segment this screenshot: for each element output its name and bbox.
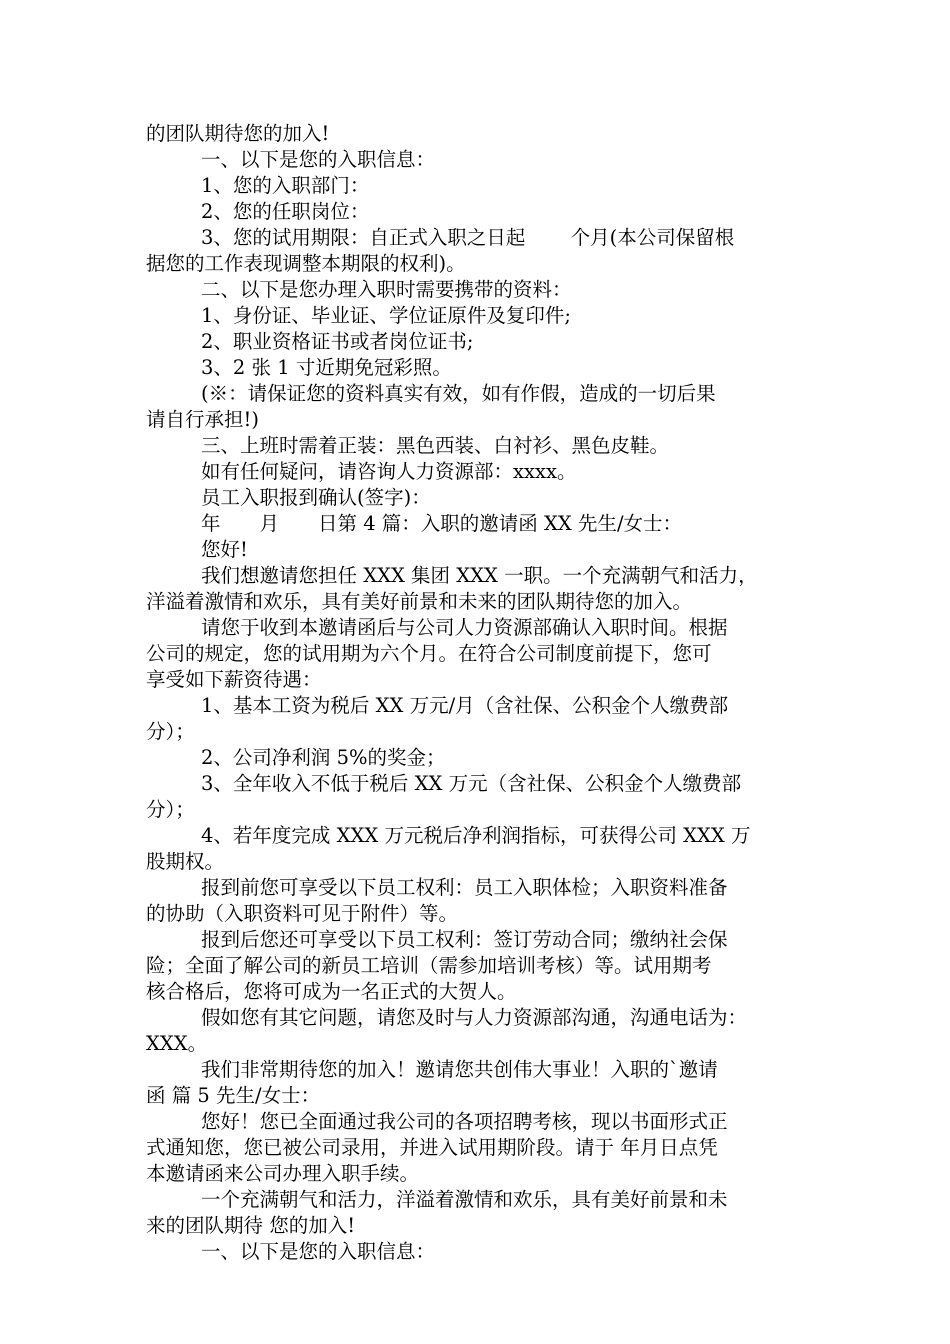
text-line: 请您于收到本邀请函后与公司人力资源部确认入职时间。根据 xyxy=(201,616,728,639)
text-line: 年 月 日第 4 篇：入职的邀请函 XX 先生/女士： xyxy=(201,512,683,535)
document-body xyxy=(146,121,811,1265)
text-line: 的协助（入职资料可见于附件）等。 xyxy=(146,902,459,925)
text-line: 2、公司净利润 5%的奖金； xyxy=(201,746,446,769)
text-line: 分）； xyxy=(146,720,195,743)
text-line: 请自行承担!) xyxy=(146,408,259,431)
text-line: 您好! xyxy=(201,538,248,561)
text-line: 式通知您，您已被公司录用，并进入试用期阶段。请于 年月日点凭 xyxy=(146,1136,718,1159)
text-line: 股期权。 xyxy=(146,850,225,873)
text-line: 来的团队期待 您的加入! xyxy=(146,1214,356,1237)
text-line: 的团队期待您的加入! xyxy=(146,122,330,145)
text-line: 4、若年度完成 XXX 万元税后净利润指标，可获得公司 XXX 万 xyxy=(201,824,751,847)
text-line: 报到前您可享受以下员工权利：员工入职体检；入职资料准备 xyxy=(201,876,728,899)
text-line: 函 篇 5 先生/女士： xyxy=(146,1084,321,1107)
text-line: 2、职业资格证书或者岗位证书; xyxy=(201,330,474,353)
text-line: 您好！您已全面通过我公司的各项招聘考核，现以书面形式正 xyxy=(201,1110,728,1133)
text-line: 一、以下是您的入职信息： xyxy=(201,148,436,171)
text-line: 我们想邀请您担任 XXX 集团 XXX 一职。一个充满朝气和活力， xyxy=(201,564,758,587)
text-line: 假如您有其它问题，请您及时与人力资源部沟通，沟通电话为： xyxy=(201,1006,748,1029)
text-line: 员工入职报到确认(签字)： xyxy=(201,486,431,509)
text-line: 享受如下薪资待遇： xyxy=(146,668,322,691)
text-line: 险；全面了解公司的新员工培训（需参加培训考核）等。试用期考 xyxy=(146,954,712,977)
text-line: 洋溢着激情和欢乐，具有美好前景和未来的团队期待您的加入。 xyxy=(146,590,693,613)
text-line: 1、基本工资为税后 XX 万元/月（含社保、公积金个人缴费部 xyxy=(201,694,729,717)
text-line: XXX。 xyxy=(146,1032,208,1055)
text-line: 三、上班时需着正装：黑色西装、白衬衫、黑色皮鞋。 xyxy=(201,434,670,457)
text-line: 二、以下是您办理入职时需要携带的资料： xyxy=(201,278,572,301)
text-line: 一个充满朝气和活力，洋溢着激情和欢乐，具有美好前景和未 xyxy=(201,1188,728,1211)
text-line: 3、2 张 1 寸近期免冠彩照。 xyxy=(201,356,452,379)
text-line: 报到后您还可享受以下员工权利：签订劳动合同；缴纳社会保 xyxy=(201,928,728,951)
text-line: 据您的工作表现调整本期限的权利)。 xyxy=(146,252,466,275)
text-line: 1、身份证、毕业证、学位证原件及复印件; xyxy=(201,304,571,327)
text-line: 3、全年收入不低于税后 XX 万元（含社保、公积金个人缴费部 xyxy=(201,772,742,795)
text-line: (※：请保证您的资料真实有效，如有作假，造成的一切后果 xyxy=(201,382,716,405)
text-line: 1、您的入职部门： xyxy=(201,174,370,197)
text-line: 3、您的试用期限：自正式入职之日起 个月(本公司保留根 xyxy=(201,226,735,249)
text-line: 如有任何疑问，请咨询人力资源部：xxxx。 xyxy=(201,460,577,483)
text-line: 公司的规定，您的试用期为六个月。在符合公司制度前提下，您可 xyxy=(146,642,712,665)
text-line: 2、您的任职岗位： xyxy=(201,200,370,223)
text-line: 核合格后，您将可成为一名正式的大贺人。 xyxy=(146,980,517,1003)
text-line: 本邀请函来公司办理入职手续。 xyxy=(146,1162,420,1185)
text-line: 分）； xyxy=(146,798,195,821)
text-line: 我们非常期待您的加入！邀请您共创伟大事业！入职的`邀请 xyxy=(201,1058,718,1081)
text-line: 一、以下是您的入职信息： xyxy=(201,1240,436,1263)
